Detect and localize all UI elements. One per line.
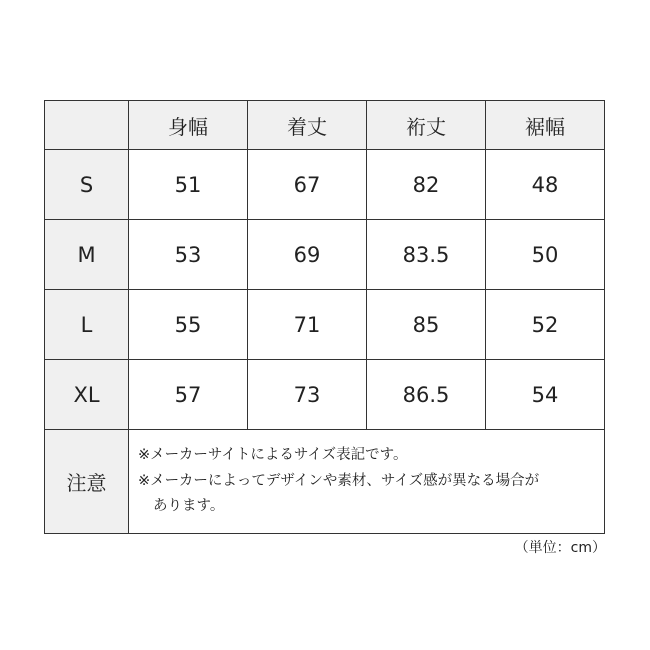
note-line: あります。 xyxy=(153,498,225,515)
table-cell: 82 xyxy=(367,150,486,220)
table-row xyxy=(45,150,605,220)
header-row xyxy=(45,101,605,150)
table-cell: 86.5 xyxy=(367,360,486,430)
size-label: S xyxy=(45,150,129,220)
header-length: 着丈 xyxy=(248,101,367,150)
table-cell: 69 xyxy=(248,220,367,290)
table-cell: 73 xyxy=(248,360,367,430)
header-sleeve-length: 裄丈 xyxy=(367,101,486,150)
size-chart-table xyxy=(44,100,605,534)
notes-label: 注意 xyxy=(45,430,129,534)
table-cell: 52 xyxy=(486,290,605,360)
table-cell: 54 xyxy=(486,360,605,430)
table-row xyxy=(45,220,605,290)
table-cell: 83.5 xyxy=(367,220,486,290)
notes-cell xyxy=(129,430,605,534)
header-hem-width: 裾幅 xyxy=(486,101,605,150)
table-cell: 48 xyxy=(486,150,605,220)
table-cell: 67 xyxy=(248,150,367,220)
header-body-width: 身幅 xyxy=(129,101,248,150)
table-cell: 53 xyxy=(129,220,248,290)
table-cell: 50 xyxy=(486,220,605,290)
table-cell: 57 xyxy=(129,360,248,430)
table-cell: 71 xyxy=(248,290,367,360)
table-cell: 55 xyxy=(129,290,248,360)
header-corner-cell xyxy=(45,101,129,150)
note-line: ※メーカーサイトによるサイズ表記です。 xyxy=(138,447,408,464)
notes-row xyxy=(45,430,605,534)
table-row xyxy=(45,360,605,430)
size-label: M xyxy=(45,220,129,290)
unit-note: （単位：cm） xyxy=(514,540,606,556)
note-line: ※メーカーによってデザインや素材、サイズ感が異なる場合が xyxy=(138,472,540,489)
table-row xyxy=(45,290,605,360)
table-cell: 51 xyxy=(129,150,248,220)
size-label: XL xyxy=(45,360,129,430)
table-cell: 85 xyxy=(367,290,486,360)
size-label: L xyxy=(45,290,129,360)
